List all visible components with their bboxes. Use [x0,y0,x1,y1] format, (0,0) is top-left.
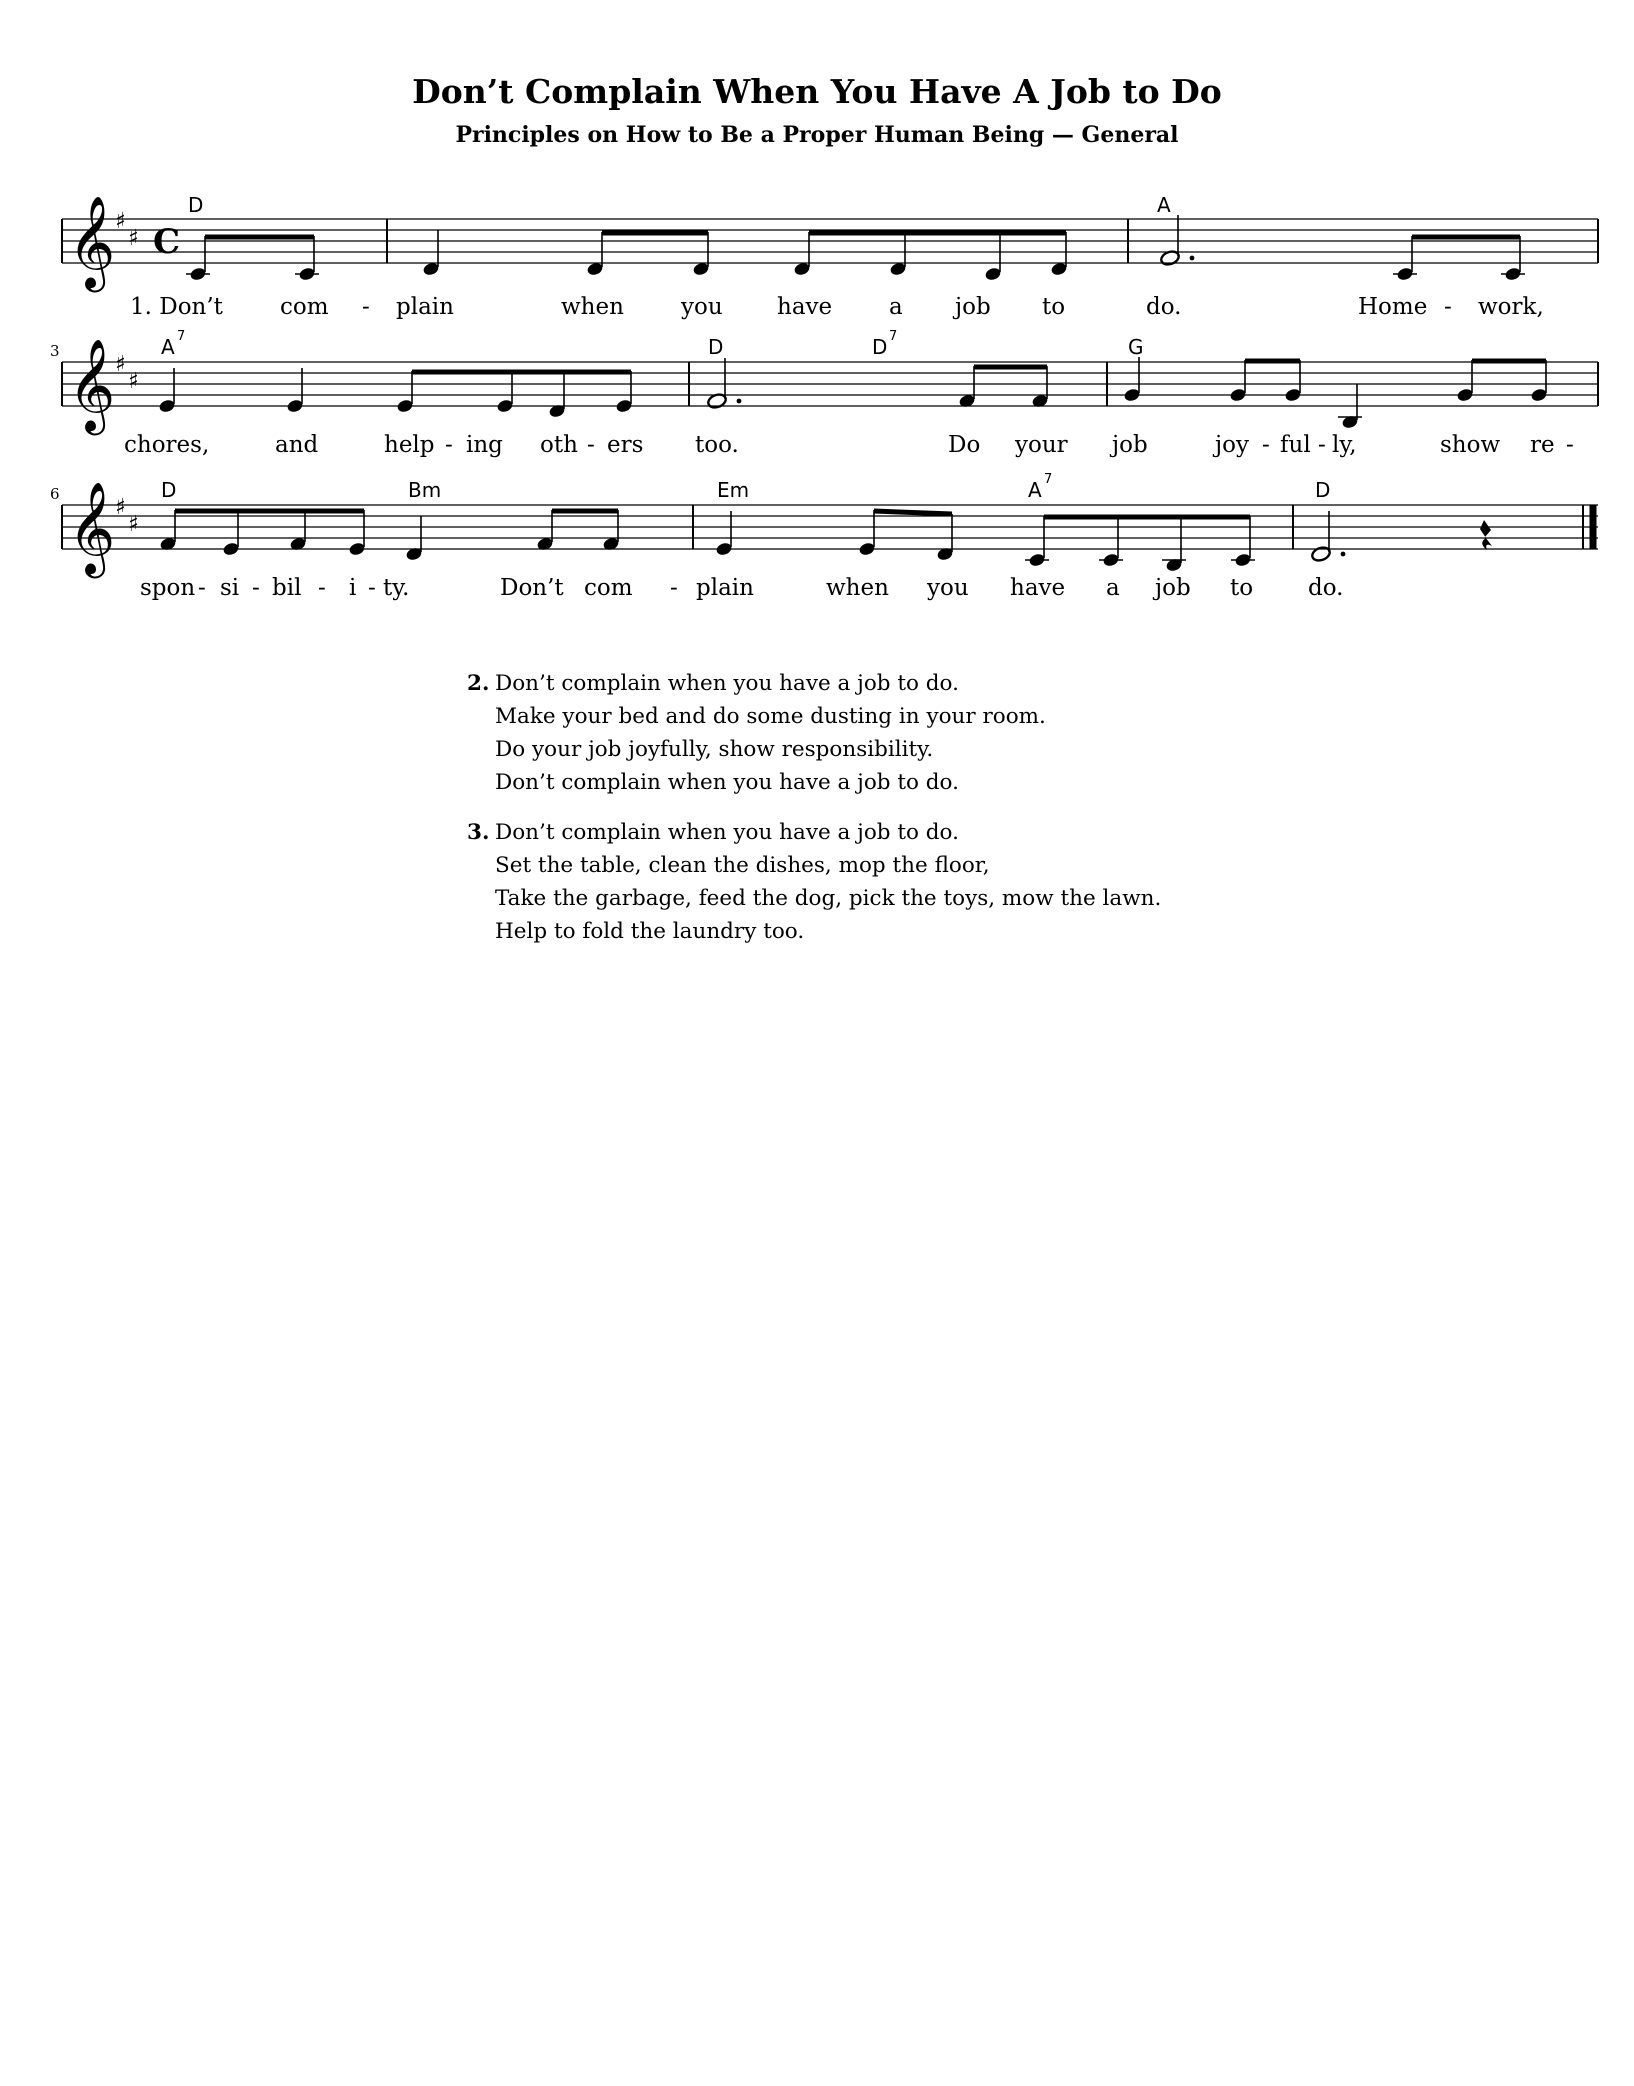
lyric-syllable: do. [1146,294,1182,320]
lyric-hyphen: - [198,575,206,601]
verse-line: Don’t complain when you have a job to do. [495,770,959,795]
staff-system-2 [50,329,1598,458]
lyric-syllable: a [889,294,903,320]
staff-system-1 [62,193,1598,320]
note-group [158,368,633,419]
lyric-hyphen: - [368,575,376,601]
lyric-syllable: job [1155,575,1191,601]
verse-2 [467,667,1046,799]
lyric-syllable: to [1230,575,1254,601]
sharp-c-icon: ♯ [128,369,139,394]
lyric-syllable: help [384,432,435,458]
lyric-syllable: and [275,432,319,458]
chord-extension: 7 [889,329,898,344]
verse-line: Take the garbage, feed the dog, pick the toys, mow the lawn. [495,886,1162,911]
chord-symbol: D [872,335,888,359]
lyric-hyphen: - [1318,432,1326,458]
lyric-syllable: chores, [124,432,210,458]
chord-symbol: A [1028,478,1042,502]
sharp-c-icon: ♯ [128,512,139,537]
sheet-music-score [0,0,1634,640]
chord-symbol: D [708,335,724,359]
time-signature: C [153,222,181,262]
lyric-hyphen: - [318,575,326,601]
lyric-hyphen: - [1444,294,1452,320]
lyric-syllable: a [1106,575,1120,601]
verse-line: Don’t complain when you have a job to do. [495,820,959,845]
lyric-syllable: si [220,575,240,601]
lyric-syllable: too. [695,432,739,458]
verse-line: Help to fold the laundry too. [495,919,805,944]
lyric-syllable: com [280,294,329,320]
chord-symbol: A [1157,193,1171,217]
chord-symbol: G [1128,335,1144,359]
lyric-syllable: i [349,575,357,601]
lyric-syllable: have [777,294,833,320]
song-title: Don’t Complain When You Have A Job to Do [412,72,1222,111]
lyric-syllable: plain [396,294,454,320]
lyric-syllable: ing [466,432,503,458]
verse-number: 2. [467,671,490,696]
note-group [159,510,620,562]
note-group [422,230,1068,282]
lyric-hyphen: - [252,575,260,601]
sharp-f-icon: ♯ [115,209,126,234]
lyric-syllable: you [927,575,969,601]
verse-3 [467,816,1161,948]
song-subtitle: Principles on How to Be a Proper Human Being — General [455,122,1179,148]
lyric-syllable: bil [272,575,302,601]
chord-symbol: A [161,335,175,359]
lyric-syllable: work, [1478,294,1544,320]
lyric-hyphen: - [670,575,678,601]
lyrics-line-2 [124,432,1574,458]
chord-symbol: Em [717,478,750,502]
note-group [186,236,319,282]
lyric-syllable: show [1440,432,1501,458]
sharp-f-icon: ♯ [115,495,126,520]
lyric-syllable: your [1015,432,1068,458]
lyric-syllable: 1. Don’t [130,294,223,320]
chord-extension: 7 [1044,472,1053,487]
note-group [1310,511,1492,563]
verse-line: Do your job joyfully, show responsibility. [495,737,934,762]
verse-line: Don’t complain when you have a job to do. [495,671,959,696]
lyric-syllable: to [1042,294,1066,320]
staff-lines [62,219,1598,263]
lyric-syllable: ly, [1332,432,1357,458]
lyric-syllable: joy [1215,432,1249,458]
treble-clef-icon: 𝄞 [68,338,116,431]
measure-number: 3 [50,342,60,360]
lyric-syllable: plain [696,575,754,601]
treble-clef-icon: 𝄞 [68,195,116,288]
note-group [1159,215,1525,282]
lyric-syllable: when [561,294,624,320]
chord-extension: 7 [177,329,186,344]
lyric-syllable: you [681,294,723,320]
staff-lines [62,362,1598,406]
lyric-syllable: ty. [383,575,410,601]
lyric-hyphen: - [445,432,453,458]
measure-number: 6 [50,485,60,503]
lyric-syllable: com [584,575,633,601]
quarter-rest-icon [1480,520,1492,550]
chord-symbol: Bm [408,478,442,502]
verse-line: Make your bed and do some dusting in your room. [495,704,1046,729]
lyric-syllable: oth [540,432,578,458]
verse-line: Set the table, clean the dishes, mop the floor, [495,853,990,878]
lyric-syllable: do. [1308,575,1344,601]
note-group [715,510,1255,573]
lyric-syllable: Home [1358,294,1428,320]
chord-symbol: D [161,478,177,502]
lyric-hyphen: - [587,432,595,458]
lyric-syllable: ful [1280,432,1311,458]
lyric-syllable: ers [607,432,644,458]
note-group [1123,357,1548,430]
chord-symbol: D [188,193,204,217]
lyric-syllable: when [826,575,889,601]
lyric-syllable: re [1530,432,1555,458]
verse-number: 3. [467,820,490,845]
lyric-syllable: spon [140,575,196,601]
chord-symbol: D [1315,478,1331,502]
lyric-hyphen: - [362,294,370,320]
sharp-c-icon: ♯ [128,226,139,251]
lyrics-line-3 [140,575,1343,601]
lyrics-line-1 [130,294,1544,320]
lyric-syllable: have [1010,575,1066,601]
lyric-syllable: job [955,294,991,320]
lyric-syllable: job [1112,432,1148,458]
lyric-syllable: Don’t [500,575,564,601]
sharp-f-icon: ♯ [115,352,126,377]
lyric-hyphen: - [1566,432,1574,458]
lyric-hyphen: - [1262,432,1270,458]
staff-system-3 [50,472,1598,601]
treble-clef-icon: 𝄞 [68,481,116,574]
lyric-syllable: Do [948,432,981,458]
